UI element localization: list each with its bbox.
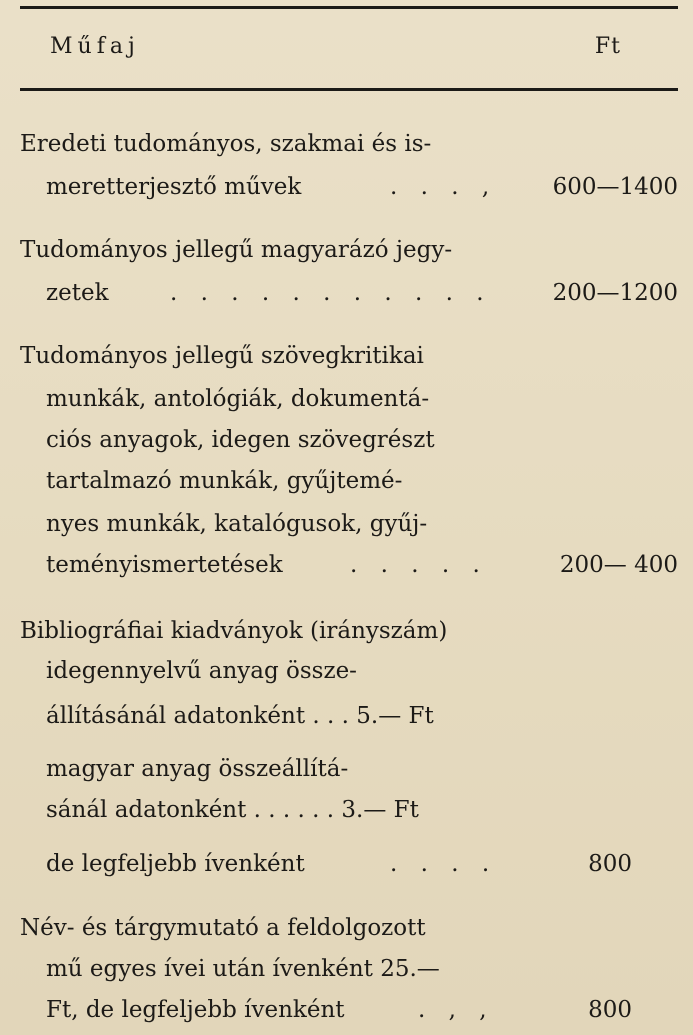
row-3-line-4 — [20, 465, 678, 497]
row-5-line-1 — [20, 912, 678, 944]
row-4-line-6 — [20, 848, 678, 880]
row-2-text-1: Tudományos jellegű magyarázó jegy- — [20, 237, 453, 263]
row-1-text-1: Eredeti tudományos, szakmai és is- — [20, 131, 432, 157]
row-3-line-6 — [20, 549, 678, 581]
header-rule — [20, 88, 678, 91]
row-3-line-3 — [20, 424, 678, 456]
row-5-leader-dots: . , , — [418, 997, 495, 1023]
row-3-text-4: tartalmazó munkák, gyűjtemé- — [46, 468, 403, 494]
row-4-text-3: állításánál adatonként . . . 5.— Ft — [46, 703, 434, 729]
row-4-line-5 — [20, 794, 678, 826]
row-2-amount: 200—1200 — [552, 280, 678, 306]
row-4-line-1 — [20, 615, 678, 647]
row-2-text-2: zetek — [46, 280, 109, 306]
row-5-line-2 — [20, 953, 678, 985]
row-3-line-5 — [20, 508, 678, 540]
row-4-line-3 — [20, 700, 678, 732]
row-3-line-1 — [20, 340, 678, 372]
row-3-text-5: nyes munkák, katalógusok, gyűj- — [46, 511, 428, 537]
row-3-line-2 — [20, 383, 678, 415]
row-3-text-6: teményismertetések — [46, 552, 283, 578]
row-5-text-3: Ft, de legfeljebb ívenként — [46, 997, 345, 1023]
row-1-line-1 — [20, 128, 678, 160]
row-4-line-4 — [20, 753, 678, 785]
row-5-line-3 — [20, 994, 678, 1026]
row-4-text-2: idegennyelvű anyag össze- — [46, 658, 357, 684]
row-3-text-3: ciós anyagok, idegen szövegrészt — [46, 427, 435, 453]
row-4-amount: 800 — [588, 851, 632, 877]
row-3-text-2: munkák, antológiák, dokumentá- — [46, 386, 430, 412]
row-2-line-2 — [20, 277, 678, 309]
row-4-leader-dots: . . . . — [390, 851, 498, 877]
row-2-leader-dots: . . . . . . . . . . . — [170, 280, 492, 306]
row-1-text-2: meretterjesztő művek — [46, 174, 302, 200]
row-1-leader-dots: . . . , — [390, 174, 498, 200]
row-3-amount: 200— 400 — [559, 552, 678, 578]
row-4-line-2 — [20, 655, 678, 687]
row-4-text-6: de legfeljebb ívenként — [46, 851, 305, 877]
row-1-line-2 — [20, 171, 678, 203]
row-1-amount: 600—1400 — [552, 174, 678, 200]
row-3-leader-dots: . . . . . — [350, 552, 488, 578]
row-4-text-4: magyar anyag összeállítá- — [46, 756, 349, 782]
row-5-amount: 800 — [588, 997, 632, 1023]
row-4-text-1: Bibliográfiai kiadványok (irányszám) — [20, 618, 448, 644]
top-rule — [20, 6, 678, 9]
row-3-text-1: Tudományos jellegű szövegkritikai — [20, 343, 424, 369]
column-header-ft: Ft — [594, 34, 621, 59]
row-5-text-2: mű egyes ívei után ívenként 25.— — [46, 956, 440, 982]
row-2-line-1 — [20, 234, 678, 266]
column-header-genre: Műfaj — [50, 34, 140, 59]
row-5-text-1: Név- és tárgymutató a feldolgozott — [20, 915, 426, 941]
row-4-text-5: sánál adatonként . . . . . . 3.— Ft — [46, 797, 419, 823]
